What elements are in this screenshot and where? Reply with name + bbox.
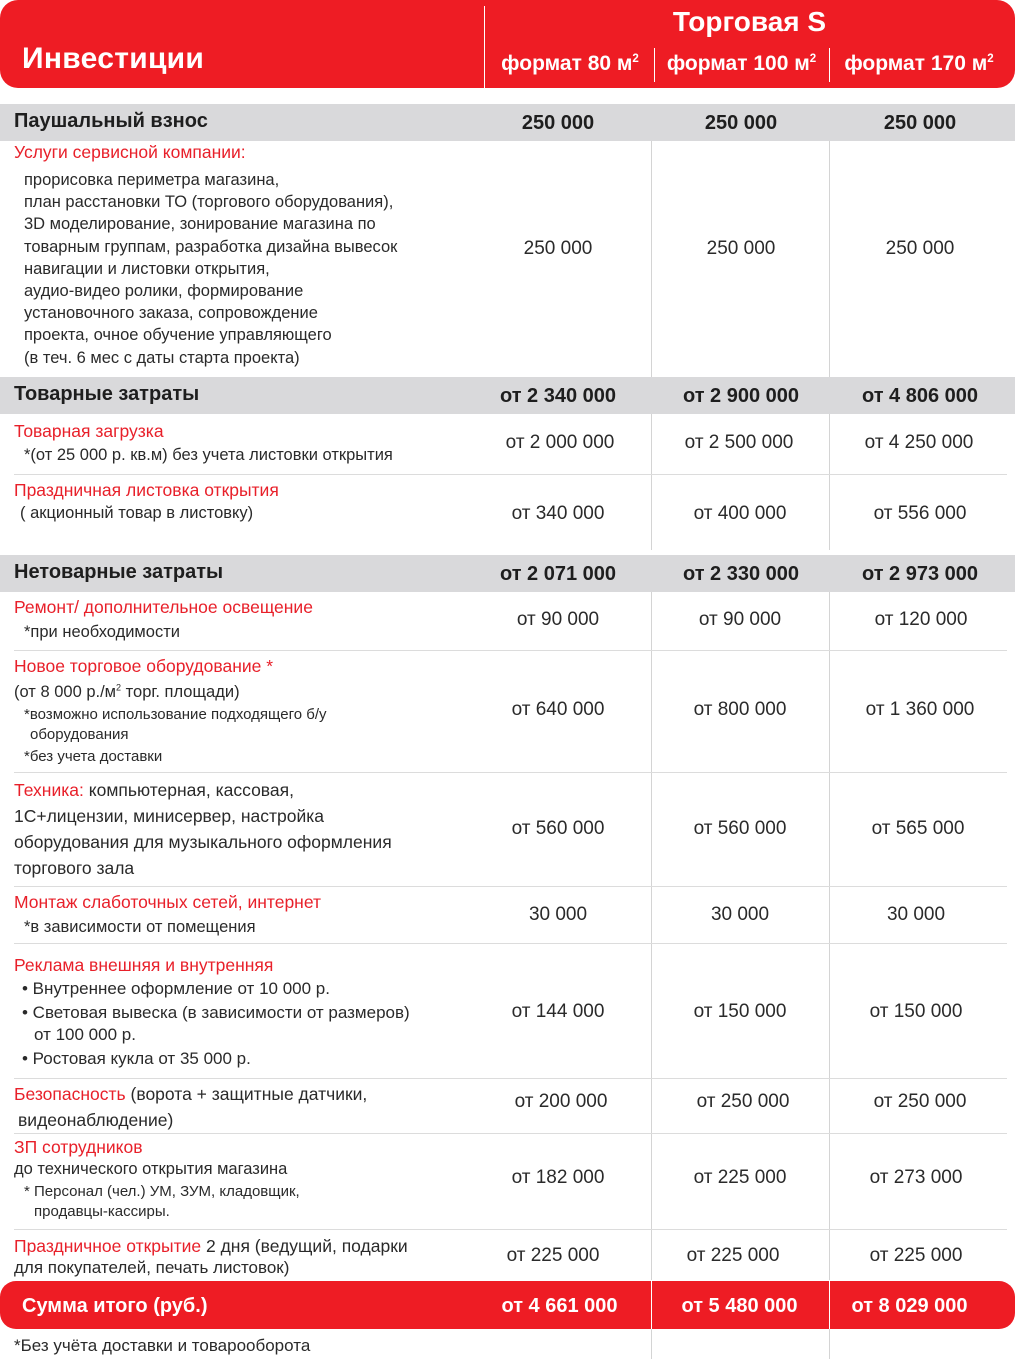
equipment-note: *без учета доставки — [24, 748, 163, 765]
salary-title: ЗП сотрудников — [14, 1137, 143, 1157]
opening-value-170: от 225 000 — [869, 1245, 963, 1266]
repair-value-170: от 120 000 — [874, 609, 968, 630]
goods-costs-value-80: от 2 340 000 — [499, 385, 617, 407]
network-title: Монтаж слаботочных сетей, интернет — [14, 892, 322, 912]
tech-line: Техника: компьютерная, кассовая, — [14, 780, 294, 800]
lump-sum-row — [0, 104, 1015, 141]
leaflet-value-100: от 400 000 — [693, 503, 787, 524]
equipment-value-80: от 640 000 — [511, 699, 605, 720]
format-80: формат 80 $м^2$ — [501, 52, 639, 75]
total-value-80: от 4 661 000 — [501, 1295, 618, 1317]
total-divider — [651, 1281, 652, 1329]
goods-costs-row — [0, 377, 1015, 414]
service-value-170: 250 000 — [885, 238, 955, 259]
repair-value-100: от 90 000 — [698, 609, 782, 630]
opening-value-80: от 225 000 — [506, 1245, 600, 1266]
row-divider — [14, 474, 1007, 475]
goods-load-note: *(от 25 000 р. кв.м) без учета листовки открытия — [24, 446, 393, 464]
total-value-170: от 8 029 000 — [851, 1295, 968, 1317]
row-divider — [14, 1133, 1007, 1134]
column-divider — [651, 141, 652, 377]
goods-load-value-100: от 2 500 000 — [684, 432, 794, 453]
service-desc-line: товарным группам, разработка дизайна вывесок — [24, 238, 398, 256]
salary-line: до технического открытия магазина — [14, 1160, 288, 1178]
column-divider — [829, 141, 830, 377]
tech-line: оборудования для музыкального оформления — [14, 832, 392, 852]
format-170: формат 170 $м^2$ — [844, 52, 994, 75]
service-desc-line: навигации и листовки открытия, — [24, 260, 270, 278]
equipment-value-170: от 1 360 000 — [865, 699, 975, 720]
goods-costs-value-170: от 4 806 000 — [861, 385, 979, 407]
total-label: Сумма итого (руб.) — [22, 1295, 208, 1317]
leaflet-note: ( акционный товар в листовку) — [20, 504, 254, 522]
service-desc-line: аудио-видео ролики, формирование — [24, 282, 304, 300]
salary-value-170: от 273 000 — [869, 1167, 963, 1188]
leaflet-value-170: от 556 000 — [873, 503, 967, 524]
ads-item: • Ростовая кукла от 35 000 р. — [22, 1049, 251, 1068]
network-value-170: 30 000 — [886, 904, 946, 925]
service-desc-line: (в теч. 6 мес с даты старта проекта) — [24, 349, 300, 367]
tech-value-80: от 560 000 — [511, 818, 605, 839]
row-divider — [14, 772, 1007, 773]
ads-item: • Световая вывеска (в зависимости от размеров) — [22, 1003, 410, 1022]
column-divider — [651, 414, 652, 550]
equipment-line: (от 8 000 $р./м^2$ торг. площади) — [14, 682, 240, 701]
row-divider — [14, 1229, 1007, 1230]
tech-line: торгового зала — [14, 858, 135, 878]
equipment-note: *возможно использование подходящего б/у — [24, 706, 327, 723]
leaflet-title: Праздничная листовка открытия — [14, 480, 279, 500]
security-line: видеонаблюдение) — [18, 1110, 174, 1130]
goods-costs-value-100: от 2 900 000 — [682, 385, 800, 407]
service-value-80: 250 000 — [523, 238, 593, 259]
total-value-100: от 5 480 000 — [681, 1295, 798, 1317]
total-divider — [829, 1281, 830, 1329]
goods-load-value-80: от 2 000 000 — [505, 432, 615, 453]
opening-line: для покупателей, печать листовок) — [14, 1258, 290, 1277]
nongoods-costs-row — [0, 555, 1015, 592]
security-line: Безопасность (ворота + защитные датчики, — [14, 1084, 368, 1104]
row-divider — [14, 650, 1007, 651]
column-divider — [651, 592, 652, 1280]
nongoods-costs-label: Нетоварные затраты — [14, 561, 224, 583]
lump-sum-value-100: 250 000 — [704, 112, 778, 134]
repair-value-80: от 90 000 — [516, 609, 600, 630]
leaflet-value-80: от 340 000 — [511, 503, 605, 524]
lump-sum-value-80: 250 000 — [521, 112, 595, 134]
network-note: *в зависимости от помещения — [24, 918, 256, 936]
opening-value-100: от 225 000 — [686, 1245, 780, 1266]
service-desc-line: установочного заказа, сопровождение — [24, 304, 318, 322]
service-desc-line: прорисовка периметра магазина, — [24, 171, 280, 189]
salary-note: * Персонал (чел.) УМ, ЗУМ, кладовщик, — [24, 1183, 300, 1200]
nongoods-costs-value-100: от 2 330 000 — [682, 563, 800, 585]
tech-value-170: от 565 000 — [871, 818, 965, 839]
header-title: Инвестиции — [22, 42, 205, 75]
table-header — [0, 0, 1015, 88]
security-value-80: от 200 000 — [514, 1091, 608, 1112]
service-desc-line: план расстановки ТО (торгового оборудования), — [24, 193, 394, 211]
salary-note: продавцы-кассиры. — [34, 1203, 170, 1220]
ads-title: Реклама внешняя и внутренняя — [14, 955, 274, 975]
repair-note: *при необходимости — [24, 623, 180, 641]
goods-load-value-170: от 4 250 000 — [864, 432, 974, 453]
equipment-note: оборудования — [30, 726, 129, 743]
nongoods-costs-value-80: от 2 071 000 — [499, 563, 617, 585]
goods-costs-label: Товарные затраты — [14, 383, 200, 405]
network-value-80: 30 000 — [528, 904, 588, 925]
format-100: формат 100 $м^2$ — [666, 52, 817, 75]
brand-title: Торговая S — [672, 6, 827, 37]
opening-line: Праздничное открытие 2 дня (ведущий, подарки — [14, 1236, 408, 1256]
network-value-100: 30 000 — [710, 904, 770, 925]
footnote: *Без учёта доставки и товарооборота — [14, 1336, 311, 1355]
salary-value-80: от 182 000 — [511, 1167, 605, 1188]
repair-title: Ремонт/ дополнительное освещение — [14, 597, 313, 617]
total-row — [0, 1281, 1015, 1329]
column-divider — [829, 1329, 830, 1359]
ads-value-170: от 150 000 — [869, 1001, 963, 1022]
ads-item: • Внутреннее оформление от 10 000 р. — [22, 979, 330, 998]
salary-value-100: от 225 000 — [693, 1167, 787, 1188]
tech-value-100: от 560 000 — [693, 818, 787, 839]
lump-sum-value-170: 250 000 — [883, 112, 957, 134]
service-value-100: 250 000 — [706, 238, 776, 259]
tech-line: 1С+лицензии, минисервер, настройка — [14, 806, 325, 826]
row-divider — [14, 1078, 1007, 1079]
column-divider — [829, 414, 830, 550]
nongoods-costs-value-170: от 2 973 000 — [861, 563, 979, 585]
service-title: Услуги сервисной компании: — [14, 142, 246, 162]
row-divider — [14, 943, 1007, 944]
security-value-100: от 250 000 — [696, 1091, 790, 1112]
service-desc-line: проекта, очное обучение управляющего — [24, 326, 332, 344]
goods-load-title: Товарная загрузка — [14, 421, 164, 441]
column-divider — [829, 592, 830, 1280]
equipment-title: Новое торговое оборудование * — [14, 656, 274, 676]
ads-item: от 100 000 р. — [34, 1025, 136, 1044]
column-divider — [651, 1329, 652, 1359]
row-divider — [14, 886, 1007, 887]
security-value-170: от 250 000 — [873, 1091, 967, 1112]
ads-value-100: от 150 000 — [693, 1001, 787, 1022]
equipment-value-100: от 800 000 — [693, 699, 787, 720]
ads-value-80: от 144 000 — [511, 1001, 605, 1022]
service-desc-line: 3D моделирование, зонирование магазина по — [24, 215, 376, 233]
lump-sum-label: Паушальный взнос — [14, 110, 208, 132]
